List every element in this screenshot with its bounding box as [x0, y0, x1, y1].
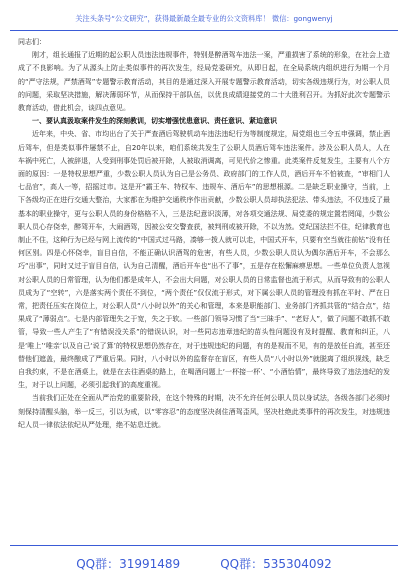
banner-text: 关注头条号“公文研究”，获得最新最全最专业的公文资料库！ 微信：gongwenyj — [75, 14, 333, 23]
body-paragraph-2: 当前我们正处在全面从严治党的重要阶段，在这个特殊的时期，决不允许任何公职人员以身试法，各级各部门必须时刻保持清醒头脑，举一反三，引以为戒，以“零容忍”的态度坚决刹住酒驾歪风，坚决杜绝此类事件的再次发生，对违规违纪人员一律依法依纪从严处理，绝不姑息迁就。 — [18, 394, 390, 429]
intro-paragraph: 刚才，组长通报了近期的起公职人员违法违规事件，特别是醉酒驾车违法一案，严重损害了系统的形象，在社会上造成了不良影响。为了从源头上防止类似事件的再次发生，经局党委研究，从即日起，在全局系统内组织进行为期一个月的“严守法规，严禁酒驾”专题警示教育活动，其目的是通过深入开展专题警示教育活动，切实各级违规行为，对公职人员的问题，采取坚决措施，解决薄弱环节，从而保持干部队伍，以优良成绩迎接党的二十大胜利召开。为抓好此次专题警示教育活动，借此机会，谈四点意见。 — [18, 51, 390, 113]
document-page — [18, 36, 390, 540]
qq-group-2: QQ群：535304092 — [220, 557, 332, 571]
document-header-banner — [10, 8, 398, 31]
document-footer — [10, 545, 398, 572]
qq-group-1: QQ群：31991489 — [76, 557, 181, 571]
section-heading: 一、要认真汲取案件发生的深刻教训，切实增强忧患意识、责任意识、紧迫意识 — [32, 117, 277, 126]
salutation: 同志们： — [18, 38, 46, 46]
body-paragraph-1: 近年来，中央、省、市均出台了关于严查酒后驾驶机动车违法违纪行为等制度规定，局党组也三令五申强调，禁止酒后驾车，但是类似事件屡禁不止，自20年以来，咱们系统共发生了公职人员酒后驾车违法案件。涉及公职人员人，人在车祸中死亡，人被辞退，人受到刑事处罚后被开除，人被取消调离，可见代价之惨重。此类案件反复发生，主要有八个方面的原因：一是特权思想严重，少数公职人员认为自己是公务员、政府部门的工作人员，酒后开车不怕被查，“审相门人七品官”，高人一等，招摇过市。这是开“霸王车、特权车、违规车、酒后车”的思想根源。二是缺乏职业操守，当前，上下各级均正在进行交通大整治，大家都在为维护交通秩序作出贡献，少数公职人员却执法犯法、带头违法，不仅违反了最基本的职业操守，更与公职人员的身份格格不入，三是法纪意识淡薄，对各项交通法规、局党委的规定置若罔闻，少数公职人员心存侥幸，醉驾开车，大闹酒驾，因被公安交警查获，被判刑或被开除，不以为然。党纪国法拦不住，纪律教育也制止不住，这种行为已经与网上流传的“中国式过马路，凑够一拨人就可以走，中国式开车，只要有空当就往前钻”没有任何区别。四是心怀侥幸，盲目自信，不能正确认识酒驾的危害，有些人员，少数公职人员认为偶尔酒后开车，不会那么巧“出事”，同时又过于盲目自信，认为自己清醒，酒后开车也“出不了事”，五是存在松懈麻痹思想。一些单位负责人忽视对公职人员的日常管理，认为他们都是成年人，不会出大问题，对公职人员的日常监督也流于形式，从而导致有的公职人员成为了“空转”，六是落实两个责任不到位，“两个责任”仅仅流于形式，对下属公职人员的管理没有抓在平时、严在日常，把责任压实在岗位上，对公职人员“八小时以外”的关心和管理，本来是职能部门、业务部门齐抓共管的“结合点”，结果成了“薄弱点”。七是内部管理失之于宽，失之于软。一些部门领导习惯了当“三昧手”、“老好人”，做了问题不敢抓不敢管，导致一些人产生了“有错误没关系”的错误认识，对一些同志违章违纪的苗头性问题没有及时提醒、教育和纠正，八是‘唯上’‘唯亲’以及自己‘说了算’的特权思想仍然存在，对于违规违纪的问题，有的是视而不见，有的是放任自流，甚至还替他们遮盖，最终酿成了严重后果。同时，八小时以外的监督存在盲区，有些人员“八小时以外”就脱离了组织视线，缺乏自我约束，不是在酒桌上，就是在去往酒桌的路上，在喝酒问题上‘一杯接一杯’、“小酒怡情”，最终导致了违法违纪的发生，对于以上问题，必须引起我们的高度重视。 — [18, 130, 390, 390]
